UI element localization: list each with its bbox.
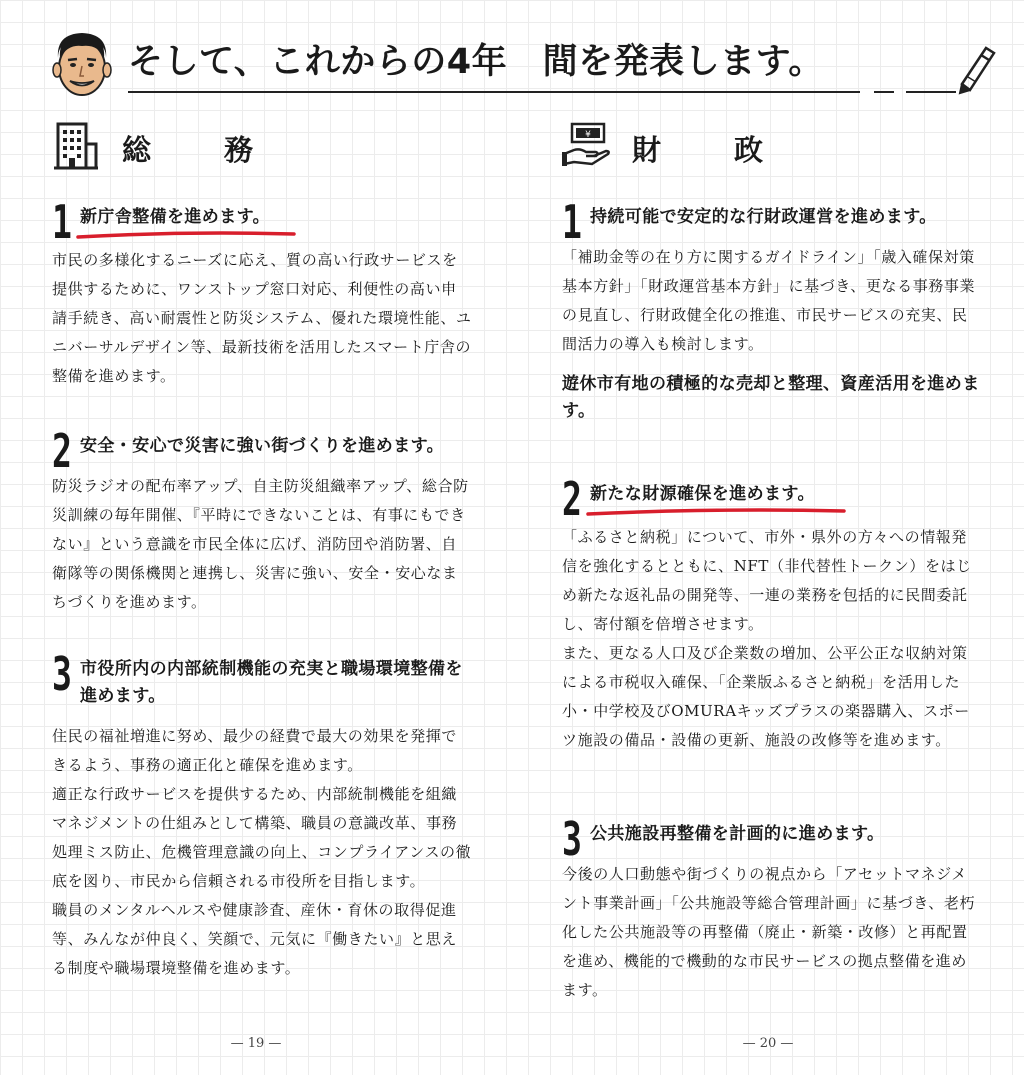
finance-column [562, 120, 982, 999]
item-number: 2 [52, 424, 72, 478]
item-title: 市役所内の内部統制機能の充実と職場環境整備を進めます。 [80, 659, 463, 706]
item-number: 3 [52, 647, 72, 701]
title-dash [874, 91, 894, 93]
page-header [0, 0, 1024, 100]
building-icon [52, 120, 100, 172]
item-number: 1 [562, 195, 582, 249]
underlined-title [590, 481, 815, 511]
page-title: そして、これからの4年 間を発表します。 [128, 42, 824, 82]
item-paragraph: 住民の福祉増進に努め、最少の経費で最大の効果を発揮できるよう、事務の適正化と確保を進めます。 [52, 727, 458, 774]
item-body [52, 722, 472, 983]
item-number: 2 [562, 472, 582, 526]
item-title-text: 新庁舎整備を進めます。 [80, 207, 271, 227]
red-underline [586, 505, 846, 519]
item-paragraph: 適正な行政サービスを提供するため、内部統制機能を組織マネジメントの仕組みとして構築、職員の意識改革、事務処理ミス防止、危機管理意識の向上、コンプライアンスの徹底を図り、市民から信頼される市役所を目指します。 [52, 785, 472, 890]
item-highlight: 遊休市有地の積極的な売却と整理、資産活用を進めます。 [562, 374, 980, 421]
item-body [52, 472, 472, 617]
policy-item [52, 424, 472, 617]
item-title: 安全・安心で災害に強い街づくりを進めます。 [80, 436, 445, 456]
money-hand-icon [562, 120, 610, 172]
red-underline [76, 228, 296, 242]
item-title [590, 475, 982, 511]
section-header [562, 120, 982, 180]
page-number-left: — 19 — [230, 1036, 282, 1051]
title-rule [128, 91, 860, 93]
item-body [562, 523, 982, 755]
item-paragraph: 職員のメンタルヘルスや健康診査、産休・育休の取得促進等、みんなが仲良く、笑顔で、元気に『働きたい』と思える制度や職場環境整備を進めます。 [52, 901, 458, 977]
policy-item [562, 195, 982, 425]
item-body [562, 243, 982, 359]
section-title: 財 政 [632, 133, 786, 167]
item-title: 公共施設再整備を計画的に進めます。 [590, 824, 885, 844]
svg-text:¥: ¥ [585, 130, 591, 140]
general-affairs-column [52, 120, 472, 977]
section-title: 総 務 [122, 133, 276, 167]
item-body [562, 860, 982, 1005]
item-paragraph: 「ふるさと納税」について、市外・県外の方々への情報発信を強化するとともに、NFT（非代替性トークン）をはじめ新たな返礼品の開発等、一連の業務を包括的に民間委託し、寄付額を倍増させます。 [562, 528, 972, 633]
policy-item [562, 812, 982, 1005]
pen-icon [948, 40, 998, 95]
underlined-title [80, 204, 270, 234]
avatar-illustration [48, 28, 116, 100]
section-header [52, 120, 472, 180]
policy-item [52, 647, 472, 983]
item-paragraph: また、更なる人口及び企業数の増加、公平公正な収納対策による市税収入確保、「企業版ふるさと納税」を活用した小・中学校及びOMURAキッズプラスの楽器購入、スポーツ施設の備品・設備の更新、施設の改修等を進めます。 [562, 644, 970, 749]
item-title-text: 新たな財源確保を進めます。 [590, 484, 815, 504]
item-paragraph: 「補助金等の在り方に関するガイドライン」「歳入確保対策基本方針」「財政運営基本方針」に基づき、更なる事務事業の見直し、行財政健全化の推進、市民サービスの充実、民間活力の導入も検討します。 [562, 248, 976, 353]
item-number: 1 [52, 195, 72, 249]
item-paragraph: 市民の多様化するニーズに応え、質の高い行政サービスを提供するために、ワンストップ窓口対応、利便性の高い申請手続き、高い耐震性と防災システム、優れた環境性能、ユニバーサルデザイン等、最新技術を活用したスマート庁舎の整備を進めます。 [52, 251, 472, 385]
item-paragraph: 今後の人口動態や街づくりの視点から「アセットマネジメント事業計画」「公共施設等総合管理計画」に基づき、老朽化した公共施設等の再整備（廃止・新築・改修）と再配置を進め、機能的で機動的な市民サービスの拠点整備を進めます。 [562, 865, 976, 999]
policy-item [52, 195, 472, 391]
item-paragraph: 防災ラジオの配布率アップ、自主防災組織率アップ、総合防災訓練の毎年開催、『平時にできないことは、有事にもできない』という意識を市民全体に広げ、消防団や消防署、自衛隊等の関係機関と連携し、災害に強い、安全・安心なまちづくりを進めます。 [52, 477, 469, 611]
policy-item [562, 472, 982, 755]
page-number-right: — 20 — [742, 1036, 794, 1051]
item-body [52, 246, 472, 391]
item-title: 持続可能で安定的な行財政運営を進めます。 [590, 207, 937, 227]
item-title [80, 198, 472, 234]
item-number: 3 [562, 812, 582, 866]
